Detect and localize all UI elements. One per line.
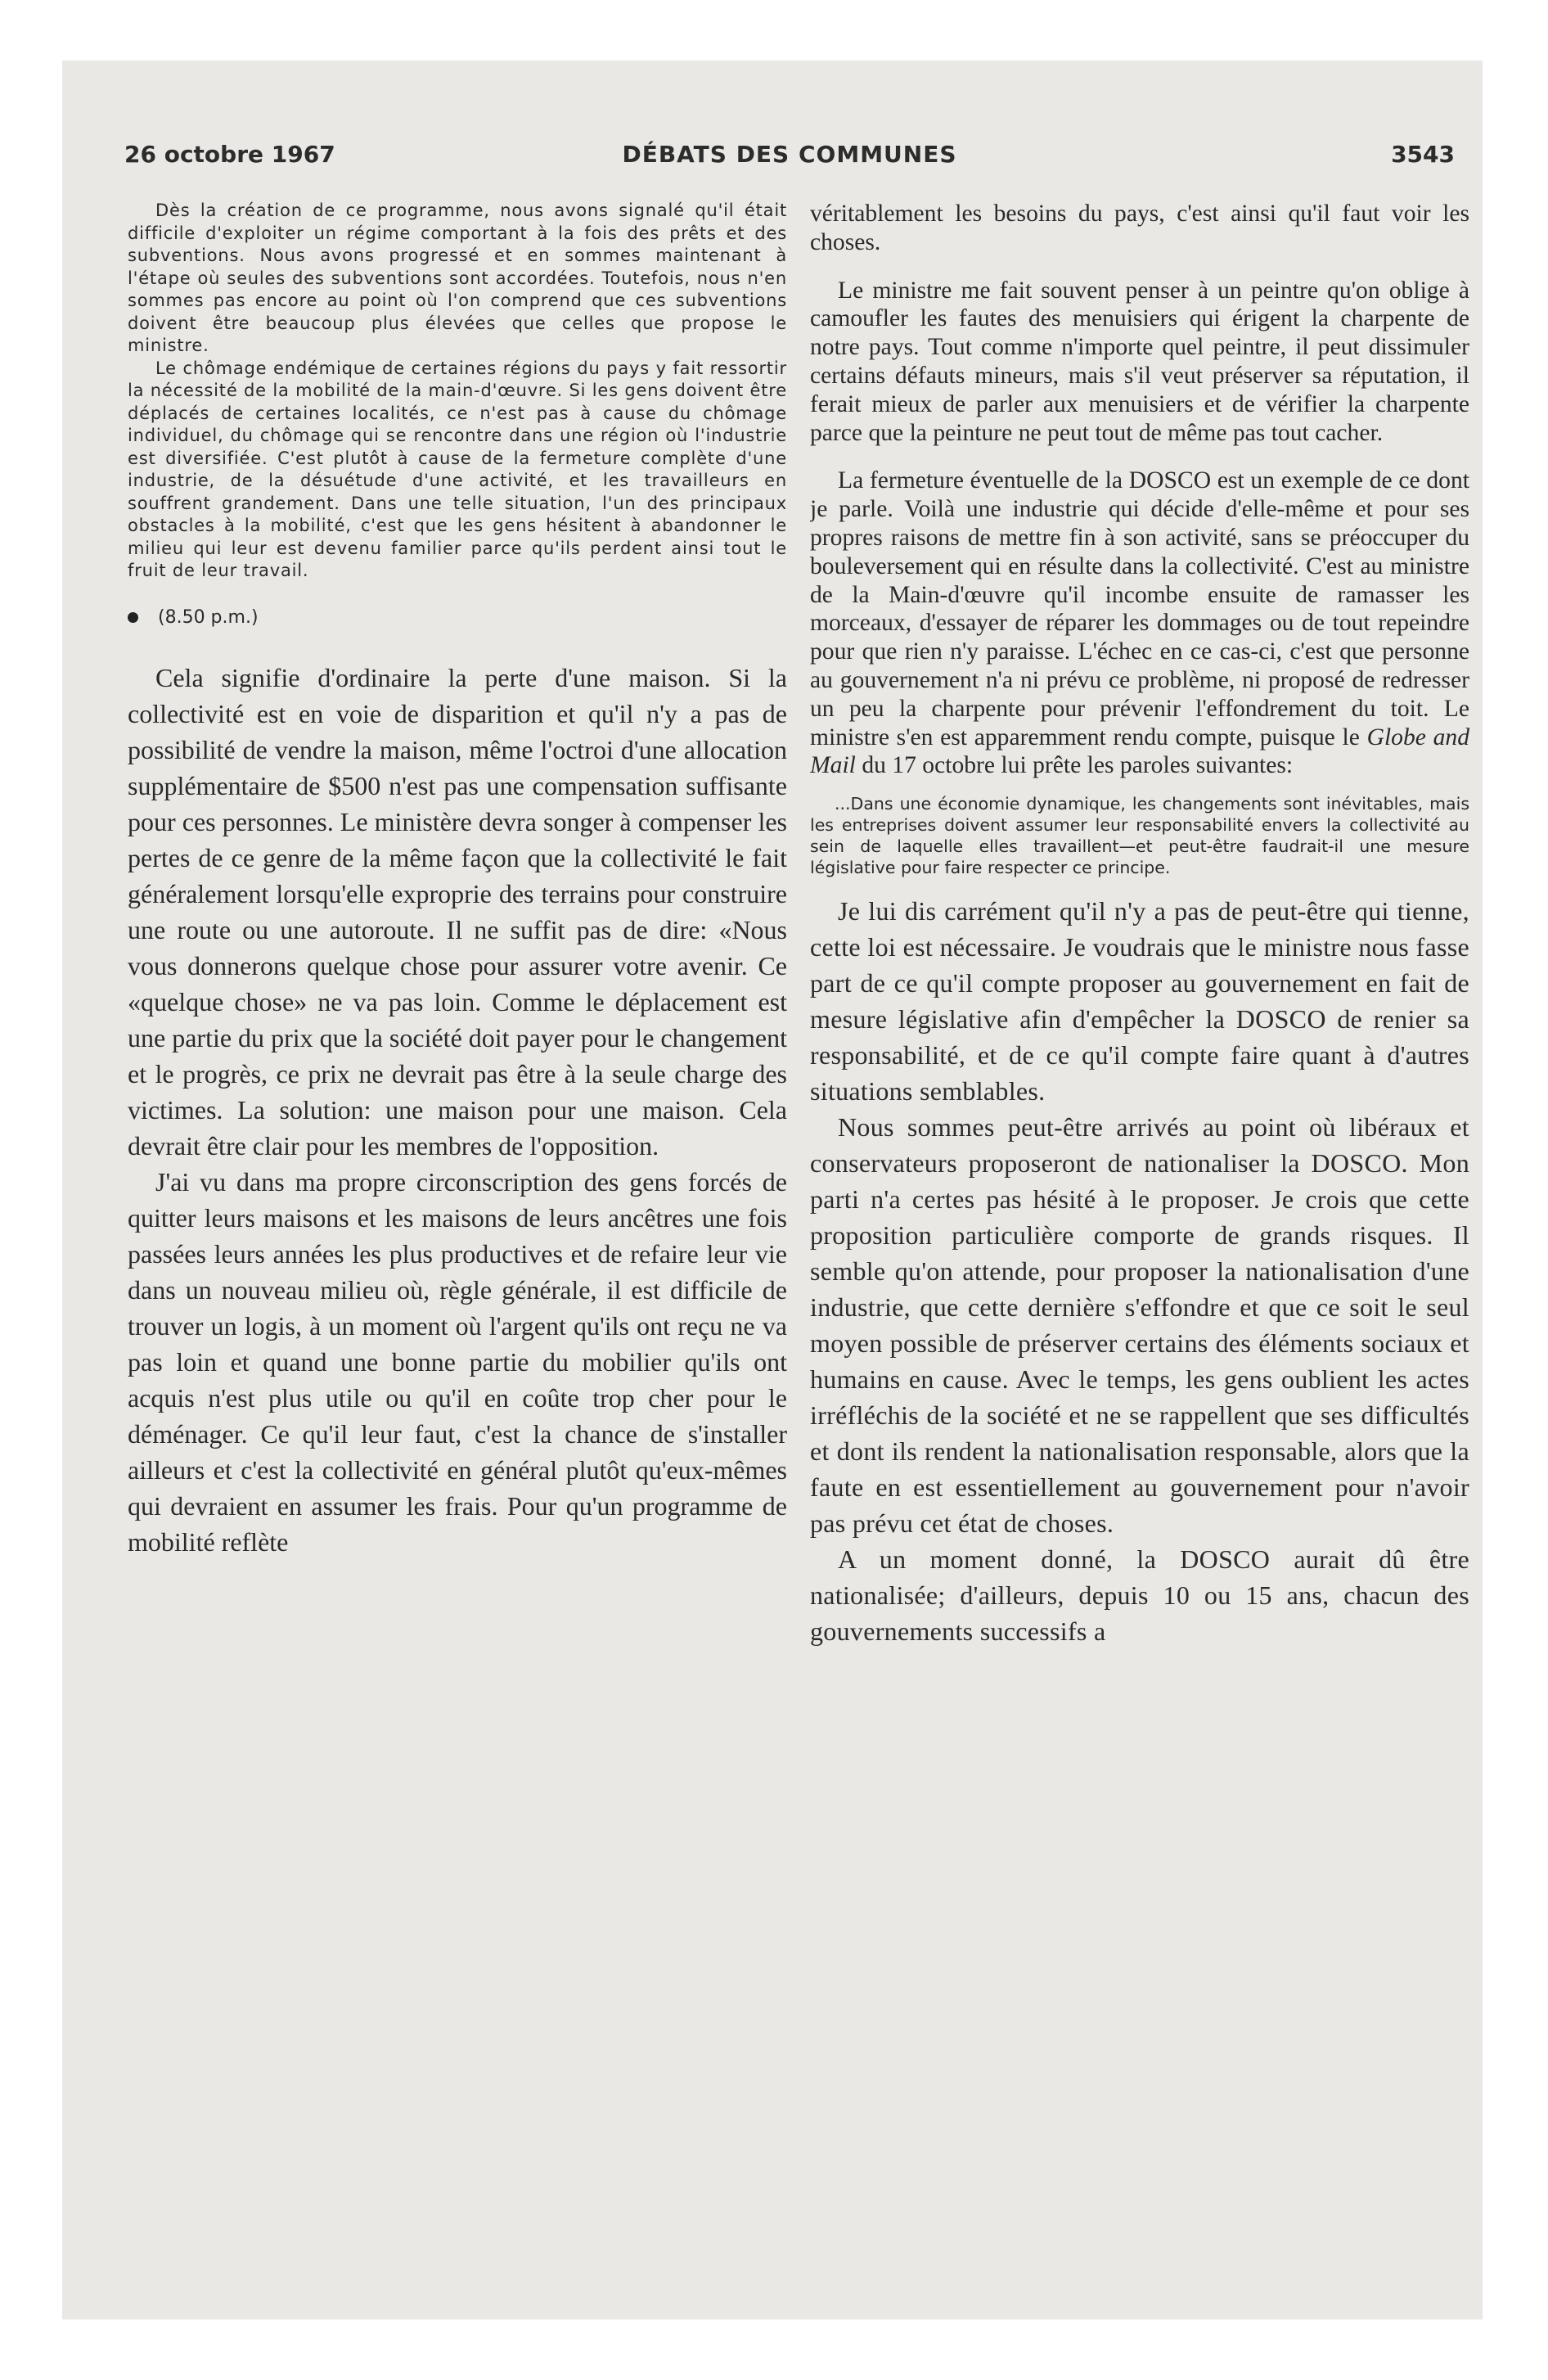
paragraph: A un moment donné, la DOSCO aurait dû être nationalisée; d'ailleurs, depuis 10 ou 15 ans, chacun des gouvernements successifs a xyxy=(810,1544,1469,1647)
paragraph: Le ministre me fait souvent penser à un peintre qu'on oblige à camoufler les fautes des menuisiers qui érigent la charpente de notre pays. Tout comme n'importe quel peintre, il peut dissimuler certains défauts mineurs, mais s'il veut préserver sa réputation, il ferait mieux de parler aux menuisiers et de vérifier la charpente parce que la peinture ne peut tout de même pas tout cacher. xyxy=(810,277,1469,446)
left-column xyxy=(128,200,787,2197)
paragraph: Le chômage endémique de certaines régions du pays y fait ressortir la nécessité de la mobilité de la main-d'œuvre. Si les gens doivent être déplacés de certaines localités, ce n'est pas à cause du chômage individuel, du chômage qui se rencontre dans une région où l'industrie est diversifiée. C'est plutôt à cause de la fermeture complète d'une industrie, de la désuétude d'une activité, et les travailleurs en souffrent grandement. Dans une telle situation, l'un des principaux obstacles à la mobilité, c'est que les gens hésitent à abandonner le milieu qui leur est devenu familier parce qu'ils perdent ainsi tout le fruit de leur travail. xyxy=(128,358,787,580)
bullet-icon xyxy=(128,612,138,623)
paragraph: véritablement les besoins du pays, c'est ainsi qu'il faut voir les choses. xyxy=(810,201,1469,255)
paragraph: J'ai vu dans ma propre circonscription des gens forcés de quitter leurs maisons et les maisons de leurs ancêtres une fois passées leurs années les plus productives et de refaire leur vie dans un nouveau milieu où, règle générale, il est difficile de trouver un logis, à un moment où l'argent qu'ils ont reçu ne va pas loin et quand une bonne partie du mobilier qu'ils ont acquis n'est plus utile ou qu'il en coûte trop cher pour le déménager. Ce qu'il leur faut, c'est la chance de s'installer ailleurs et c'est la collectivité en général plutôt qu'eux-mêmes qui devraient en assumer les frais. Pour qu'un programme de mobilité reflète xyxy=(128,1166,787,1557)
page-number: 3543 xyxy=(1391,141,1455,168)
newspaper-title: Globe and Mail xyxy=(810,723,1469,779)
page-header xyxy=(124,141,1455,180)
paragraph-text-end: du 17 octobre lui prête les paroles suivantes: xyxy=(862,752,1294,779)
timestamp-text: (8.50 p.m.) xyxy=(158,606,259,628)
paragraph: Je lui dis carrément qu'il n'y a pas de peut-être qui tienne, cette loi est nécessaire. Je voudrais que le ministre nous fasse part de ce qu'il compte proposer au gouvernement en fait de mesure législative afin d'empêcher la DOSCO de renier sa responsabilité, et de ce qu'il compte faire quant à d'autres situations semblables. xyxy=(810,896,1469,1107)
right-column xyxy=(810,200,1469,2197)
paragraph-text: La fermeture éventuelle de la DOSCO est un exemple de ce dont je parle. Voilà une industrie qui décide d'elle-même et pour ses propres raisons de mettre fin à son activité, sans se préoccuper du bouleversement qui en résulte dans la collectivité. C'est au ministre de la Main-d'œuvre qu'il incombe ensuite de ramasser les morceaux, d'essayer de réparer les dommages ou de tout repeindre pour que rien n'y paraisse. L'échec en ce cas-ci, c'est que personne au gouvernement n'a ni prévu ce problème, ni proposé de redresser un peu la charpente pour prévenir l'effondrement du toit. Le ministre s'en est apparemment rendu compte, puisque le xyxy=(810,467,1469,751)
quote-text: ...Dans une économie dynamique, les changements sont inévitables, mais les entreprises doivent assumer leur responsabilité envers la collectivité au sein de laquelle elles travaillent—et peut-être faudrait-il une mesure législative pour faire respecter ce principe. xyxy=(810,794,1469,878)
paragraph: Dès la création de ce programme, nous avons signalé qu'il était difficile d'exploiter un régime comportant à la fois des prêts et des subventions. Nous avons progressé et en sommes maintenant à l'étape où seules des subventions sont accordées. Toutefois, nous n'en sommes pas encore au point où l'on comprend que ces subventions doivent être beaucoup plus élevées que celles que propose le ministre. xyxy=(128,201,787,355)
publication-title: DÉBATS DES COMMUNES xyxy=(622,141,957,168)
paragraph: Nous sommes peut-être arrivés au point où libéraux et conservateurs proposeront de nationaliser la DOSCO. Mon parti n'a certes pas hésité à le proposer. Je crois que cette proposition particulière comporte de grands risques. Il semble qu'on attende, pour proposer la nationalisation d'une industrie, que cette dernière s'effondre et que ce soit le seul moyen possible de préserver certains des éléments sociaux et humains en cause. Avec le temps, les gens oublient les actes irréfléchis de la société et ne se rappellent que ses difficultés et dont ils rendent la nationalisation responsable, alors que la faute en est essentiellement au gouvernement pour n'avoir pas prévu cet état de choses. xyxy=(810,1112,1469,1539)
header-date: 26 octobre 1967 xyxy=(124,141,335,168)
paragraph: Cela signifie d'ordinaire la perte d'une maison. Si la collectivité est en voie de disparition et qu'il n'y a pas de possibilité de vendre la maison, même l'octroi d'une allocation supplémentaire de $500 n'est pas une compensation suffisante pour ces personnes. Le ministère devra songer à compenser les pertes de ce genre de la même façon que la collectivité le fait généralement lorsqu'elle exproprie des terrains pour construire une route ou une autoroute. Il ne suffit pas de dire: «Nous vous donnerons quelque chose pour assurer votre avenir. Ce «quelque chose» ne va pas loin. Comme le déplacement est une partie du prix que la société doit payer pour le changement et le progrès, ce prix ne devrait pas être à la seule charge des victimes. La solution: une maison pour une maison. Cela devrait être clair pour les membres de l'opposition. xyxy=(128,662,787,1161)
timestamp xyxy=(128,606,787,630)
paragraph xyxy=(810,467,1469,780)
block-quote xyxy=(810,793,1469,878)
